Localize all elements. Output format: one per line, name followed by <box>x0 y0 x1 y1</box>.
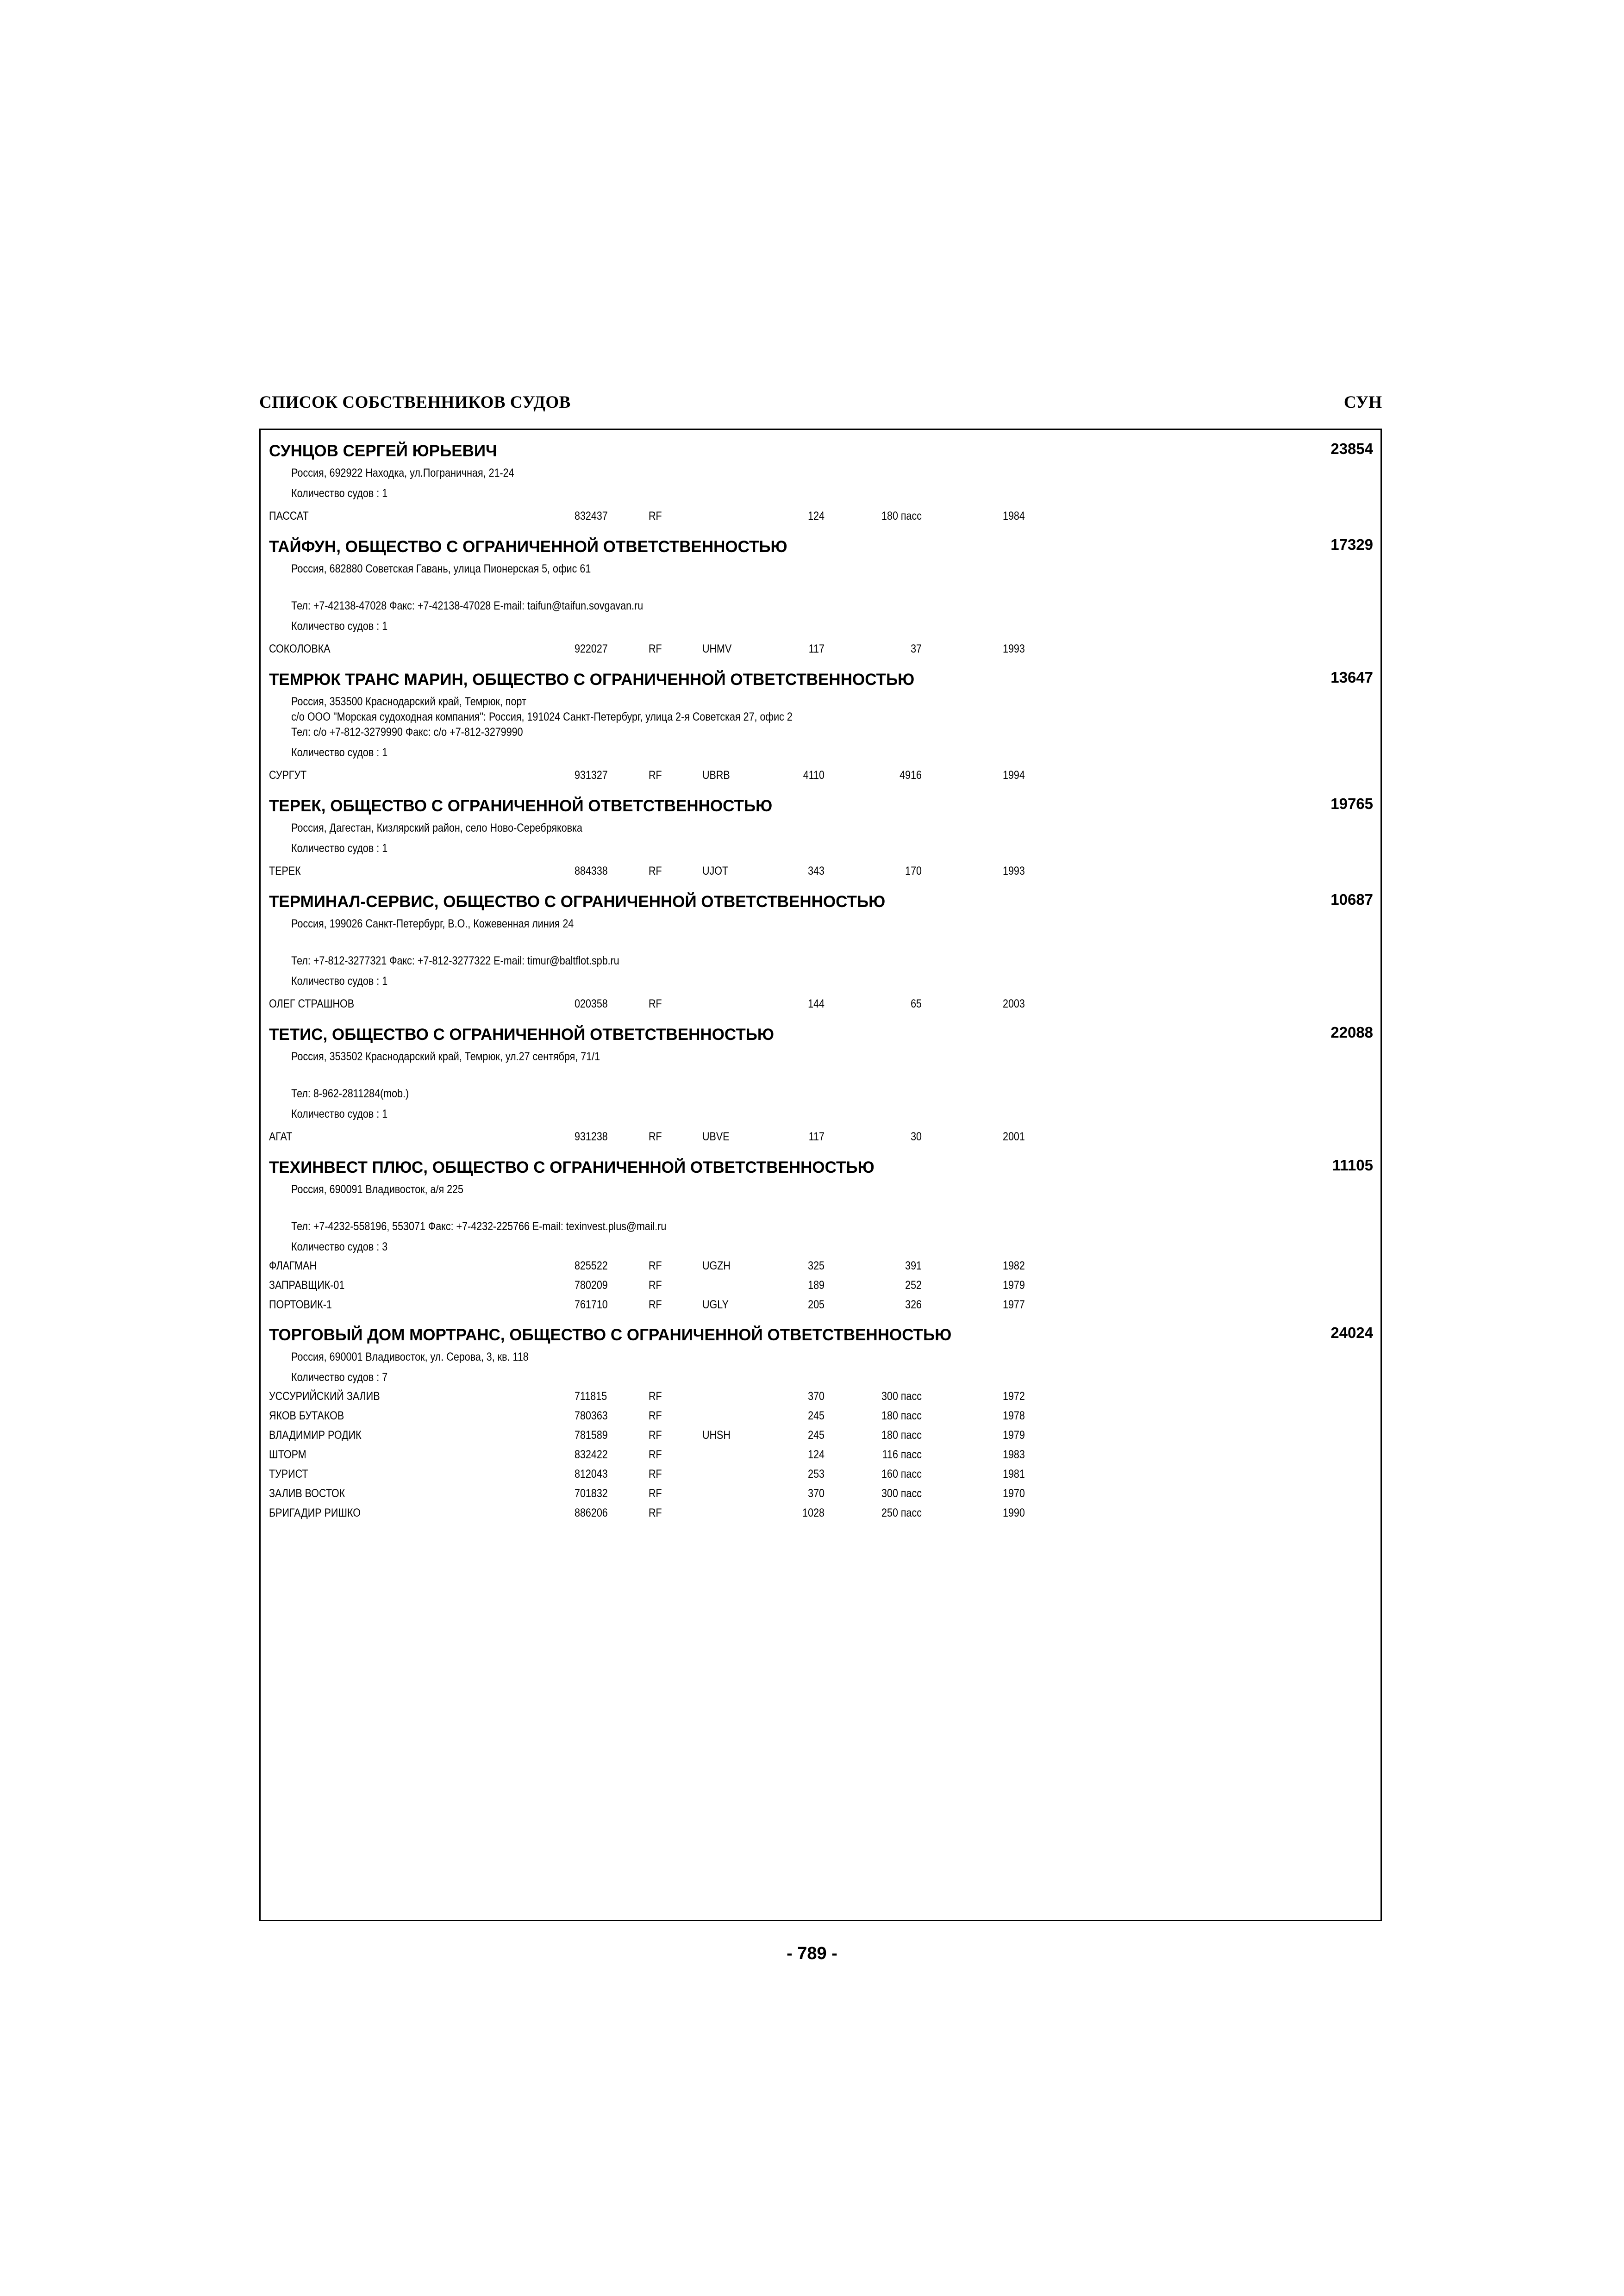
ship-capacity: 180 пасс <box>881 1429 922 1442</box>
ship-tonnage: 205 <box>808 1298 824 1311</box>
owner-header <box>269 671 1373 694</box>
owner-detail-line: Тел: 8-962-2811284(mob.) <box>291 1087 409 1100</box>
owner-id: 13647 <box>1330 669 1373 686</box>
ship-tonnage: 4110 <box>803 769 824 782</box>
owner-entry <box>269 1158 1373 1317</box>
owner-detail-line: Тел: с/о +7-812-3279990 Факс: с/о +7-812-3279990 <box>291 726 523 739</box>
ship-callsign: UJOT <box>702 865 729 877</box>
page-title: СПИСОК СОБСТВЕННИКОВ СУДОВ <box>259 393 571 412</box>
ship-year: 1981 <box>1003 1468 1025 1481</box>
owner-detail-line: Тел: +7-812-3277321 Факс: +7-812-3277322 E-mail: timur@baltflot.spb.ru <box>291 954 619 967</box>
ship-name: ТЕРЕК <box>269 865 301 877</box>
ship-callsign: UGLY <box>702 1298 729 1311</box>
ship-tonnage: 370 <box>808 1390 824 1403</box>
ship-count: Количество судов : 1 <box>291 746 388 759</box>
ship-row <box>269 1486 1373 1506</box>
ship-capacity: 170 <box>905 865 922 877</box>
ship-callsign: UHSH <box>702 1429 731 1442</box>
ship-reg-number: 781589 <box>575 1429 608 1442</box>
ship-reg-number: 886206 <box>575 1506 608 1519</box>
ship-year: 1993 <box>1003 642 1025 655</box>
owner-address: Россия, 690091 Владивосток, а/я 225 <box>291 1183 463 1196</box>
ship-year: 1990 <box>1003 1506 1025 1519</box>
owner-address: Россия, 690001 Владивосток, ул. Серова, 3, кв. 118 <box>291 1350 529 1363</box>
ship-row <box>269 1506 1373 1525</box>
ship-flag: RF <box>649 642 662 655</box>
owner-entry <box>269 671 1373 788</box>
section-code: СУН <box>1343 393 1382 412</box>
ship-name: ПОРТОВИК-1 <box>269 1298 332 1311</box>
ship-reg-number: 931238 <box>575 1130 608 1143</box>
owner-header <box>269 1326 1373 1349</box>
ship-name: АГАТ <box>269 1130 293 1143</box>
owner-address: Россия, 682880 Советская Гавань, улица Пионерская 5, офис 61 <box>291 562 591 575</box>
ship-tonnage: 245 <box>808 1409 824 1422</box>
ship-row <box>269 1278 1373 1297</box>
ship-capacity: 252 <box>905 1279 922 1292</box>
ship-capacity: 37 <box>911 642 922 655</box>
ship-year: 1982 <box>1003 1259 1025 1272</box>
ship-tonnage: 370 <box>808 1487 824 1500</box>
ship-name: ЯКОВ БУТАКОВ <box>269 1409 344 1422</box>
ship-capacity: 300 пасс <box>881 1390 922 1403</box>
ship-tonnage: 124 <box>808 1448 824 1461</box>
owner-entry <box>269 797 1373 884</box>
ship-capacity: 116 пасс <box>882 1448 922 1461</box>
owner-id: 24024 <box>1330 1324 1373 1341</box>
ship-row <box>269 764 1373 788</box>
owner-detail-line: Тел: +7-42138-47028 Факс: +7-42138-47028 E-mail: taifun@taifun.sovgavan.ru <box>291 599 643 612</box>
ship-flag: RF <box>649 1487 662 1500</box>
owner-id: 23854 <box>1330 440 1373 457</box>
ship-row <box>269 1467 1373 1486</box>
ship-callsign: UBVE <box>702 1130 730 1143</box>
entries-frame <box>259 429 1382 1921</box>
owner-entry <box>269 893 1373 1016</box>
ship-capacity: 180 пасс <box>881 510 922 523</box>
page-header <box>259 392 1382 418</box>
ship-tonnage: 343 <box>808 865 824 877</box>
ship-callsign: UBRB <box>702 769 730 782</box>
ship-tonnage: 325 <box>808 1259 824 1272</box>
ship-reg-number: 812043 <box>575 1468 608 1481</box>
ship-year: 1970 <box>1003 1487 1025 1500</box>
ship-row <box>269 860 1373 884</box>
ship-row <box>269 1297 1373 1317</box>
ship-reg-number: 780209 <box>575 1279 608 1292</box>
ship-reg-number: 832437 <box>575 510 608 523</box>
owner-detail-line: с/о ООО "Морская судоходная компания": Россия, 191024 Санкт-Петербург, улица 2-я Советская 27, офис 2 <box>291 710 793 723</box>
ship-year: 1993 <box>1003 865 1025 877</box>
ship-name: ВЛАДИМИР РОДИК <box>269 1429 362 1442</box>
ship-capacity: 300 пасс <box>881 1487 922 1500</box>
ship-flag: RF <box>649 1468 662 1481</box>
ship-reg-number: 884338 <box>575 865 608 877</box>
ship-tonnage: 144 <box>808 997 824 1010</box>
owner-entry <box>269 442 1373 529</box>
ship-row <box>269 1408 1373 1428</box>
ship-year: 2001 <box>1003 1130 1025 1143</box>
ship-name: ТУРИСТ <box>269 1468 308 1481</box>
owner-entry <box>269 1326 1373 1525</box>
ship-year: 1979 <box>1003 1279 1025 1292</box>
ship-tonnage: 1028 <box>802 1506 824 1519</box>
ship-reg-number: 780363 <box>575 1409 608 1422</box>
ship-year: 1978 <box>1003 1409 1025 1422</box>
ship-name: УССУРИЙСКИЙ ЗАЛИВ <box>269 1390 380 1403</box>
owner-id: 19765 <box>1330 795 1373 812</box>
ship-year: 2003 <box>1003 997 1025 1010</box>
owner-name: ТЕХИНВЕСТ ПЛЮС, ОБЩЕСТВО С ОГРАНИЧЕННОЙ ОТВЕТСТВЕННОСТЬЮ <box>269 1158 874 1176</box>
ship-row <box>269 1389 1373 1408</box>
ship-year: 1994 <box>1003 769 1025 782</box>
ship-callsign: UGZH <box>702 1259 731 1272</box>
ship-flag: RF <box>649 1448 662 1461</box>
ship-flag: RF <box>649 997 662 1010</box>
ship-row <box>269 638 1373 661</box>
owner-id: 10687 <box>1330 891 1373 908</box>
owner-header <box>269 1158 1373 1182</box>
ship-flag: RF <box>649 1259 662 1272</box>
owner-name: ТОРГОВЫЙ ДОМ МОРТРАНС, ОБЩЕСТВО С ОГРАНИЧЕННОЙ ОТВЕТСТВЕННОСТЬЮ <box>269 1326 952 1344</box>
ship-year: 1983 <box>1003 1448 1025 1461</box>
ship-capacity: 4916 <box>899 769 922 782</box>
ship-year: 1984 <box>1003 510 1025 523</box>
owner-header <box>269 1026 1373 1049</box>
ship-name: ШТОРМ <box>269 1448 306 1461</box>
ship-row <box>269 505 1373 529</box>
ship-flag: RF <box>649 1429 662 1442</box>
ship-reg-number: 020358 <box>575 997 608 1010</box>
ship-tonnage: 189 <box>808 1279 824 1292</box>
ship-count: Количество судов : 1 <box>291 842 388 855</box>
owner-address: Россия, Дагестан, Кизлярский район, село Ново-Серебряковка <box>291 821 582 834</box>
owner-id: 22088 <box>1330 1024 1373 1041</box>
ship-reg-number: 761710 <box>575 1298 608 1311</box>
ship-capacity: 30 <box>911 1130 922 1143</box>
owner-name: ТЕМРЮК ТРАНС МАРИН, ОБЩЕСТВО С ОГРАНИЧЕННОЙ ОТВЕТСТВЕННОСТЬЮ <box>269 671 915 689</box>
owner-entry <box>269 538 1373 661</box>
ship-flag: RF <box>649 1390 662 1403</box>
ship-capacity: 180 пасс <box>881 1409 922 1422</box>
owner-name: ТЕРМИНАЛ-СЕРВИС, ОБЩЕСТВО С ОГРАНИЧЕННОЙ ОТВЕТСТВЕННОСТЬЮ <box>269 893 886 911</box>
ship-flag: RF <box>649 510 662 523</box>
ship-capacity: 250 пасс <box>881 1506 922 1519</box>
ship-reg-number: 931327 <box>575 769 608 782</box>
ship-reg-number: 832422 <box>575 1448 608 1461</box>
ship-row <box>269 1126 1373 1149</box>
ship-row <box>269 1447 1373 1467</box>
ship-row <box>269 993 1373 1016</box>
owner-header <box>269 893 1373 916</box>
ship-row <box>269 1428 1373 1447</box>
owner-address: Россия, 692922 Находка, ул.Пограничная, 21-24 <box>291 467 514 479</box>
ship-tonnage: 245 <box>808 1429 824 1442</box>
owner-list <box>269 442 1373 1534</box>
page-number: - 789 - <box>787 1944 837 1963</box>
ship-capacity: 160 пасс <box>881 1468 922 1481</box>
ship-callsign: UHMV <box>702 642 732 655</box>
ship-tonnage: 117 <box>808 642 824 655</box>
owner-entry <box>269 1026 1373 1149</box>
owner-header <box>269 538 1373 561</box>
ship-name: ОЛЕГ СТРАШНОВ <box>269 997 355 1010</box>
owner-name: ТЕРЕК, ОБЩЕСТВО С ОГРАНИЧЕННОЙ ОТВЕТСТВЕННОСТЬЮ <box>269 797 773 815</box>
ship-flag: RF <box>649 1409 662 1422</box>
ship-year: 1977 <box>1003 1298 1025 1311</box>
ship-year: 1972 <box>1003 1390 1025 1403</box>
ship-name: СУРГУТ <box>269 769 307 782</box>
ship-count: Количество судов : 1 <box>291 487 388 500</box>
owner-id: 11105 <box>1332 1157 1373 1174</box>
ship-count: Количество судов : 1 <box>291 1108 388 1120</box>
ship-flag: RF <box>649 1130 662 1143</box>
ship-count: Количество судов : 7 <box>291 1371 388 1384</box>
ship-flag: RF <box>649 1298 662 1311</box>
ship-name: ФЛАГМАН <box>269 1259 317 1272</box>
ship-tonnage: 253 <box>808 1468 824 1481</box>
owner-name: СУНЦОВ СЕРГЕЙ ЮРЬЕВИЧ <box>269 442 497 460</box>
ship-capacity: 65 <box>911 997 922 1010</box>
ship-name: ПАССАТ <box>269 510 309 523</box>
ship-reg-number: 711815 <box>575 1390 607 1403</box>
ship-name: СОКОЛОВКА <box>269 642 331 655</box>
ship-count: Количество судов : 1 <box>291 620 388 633</box>
ship-row <box>269 1258 1373 1278</box>
ship-flag: RF <box>649 769 662 782</box>
ship-count: Количество судов : 3 <box>291 1240 388 1253</box>
ship-capacity: 391 <box>905 1259 922 1272</box>
ship-tonnage: 124 <box>808 510 824 523</box>
owner-id: 17329 <box>1330 536 1373 553</box>
ship-name: ЗАПРАВЩИК-01 <box>269 1279 345 1292</box>
ship-flag: RF <box>649 1506 662 1519</box>
ship-flag: RF <box>649 1279 662 1292</box>
owner-address: Россия, 199026 Санкт-Петербург, В.О., Кожевенная линия 24 <box>291 917 574 930</box>
ship-reg-number: 922027 <box>575 642 608 655</box>
ship-count: Количество судов : 1 <box>291 975 388 988</box>
owner-name: ТАЙФУН, ОБЩЕСТВО С ОГРАНИЧЕННОЙ ОТВЕТСТВЕННОСТЬЮ <box>269 538 787 556</box>
owner-detail-line: Тел: +7-4232-558196, 553071 Факс: +7-4232-225766 E-mail: texinvest.plus@mail.ru <box>291 1220 667 1233</box>
ship-year: 1979 <box>1003 1429 1025 1442</box>
owner-address: Россия, 353502 Краснодарский край, Темрюк, ул.27 сентября, 71/1 <box>291 1050 600 1063</box>
ship-tonnage: 117 <box>808 1130 824 1143</box>
ship-capacity: 326 <box>905 1298 922 1311</box>
owner-header <box>269 442 1373 465</box>
owner-address: Россия, 353500 Краснодарский край, Темрюк, порт <box>291 695 526 708</box>
owner-header <box>269 797 1373 820</box>
ship-reg-number: 701832 <box>575 1487 608 1500</box>
owner-name: ТЕТИС, ОБЩЕСТВО С ОГРАНИЧЕННОЙ ОТВЕТСТВЕННОСТЬЮ <box>269 1026 774 1044</box>
ship-name: БРИГАДИР РИШКО <box>269 1506 361 1519</box>
ship-flag: RF <box>649 865 662 877</box>
ship-reg-number: 825522 <box>575 1259 608 1272</box>
ship-name: ЗАЛИВ ВОСТОК <box>269 1487 345 1500</box>
